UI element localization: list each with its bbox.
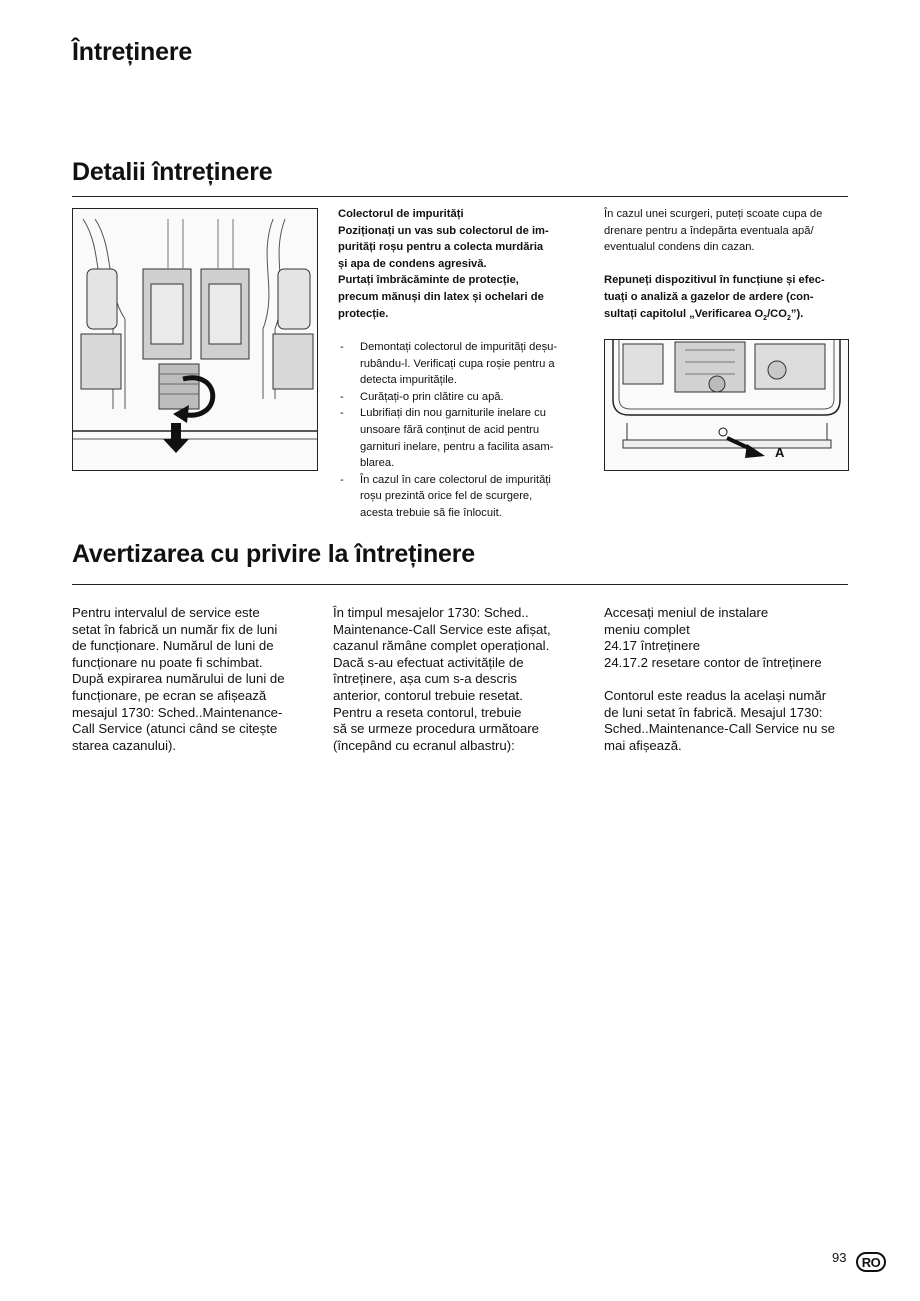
warning-col-1 [72, 605, 322, 754]
warning-line: purități roșu pentru a colecta murdăria [338, 241, 544, 254]
text-line: funcționare nu poate fi schimbat. [72, 654, 263, 670]
step-item: - Demontați colectorul de impurități deșu- rubându-l. Verificați cupa roșie pentru a detecta impuritățile. [338, 339, 588, 389]
section-divider [72, 584, 848, 585]
section-title-maintenance-details: Detalii întreținere [72, 158, 273, 186]
leak-text-line: drenare pentru a îndepărta eventuala apă/ [604, 224, 814, 237]
text-line: cazanul rămâne complet operațional. [333, 638, 550, 654]
text-line: meniu complet [604, 621, 690, 637]
text-line: Pentru a reseta contorul, trebuie [333, 704, 522, 720]
text-line: (începând cu ecranul albastru): [333, 737, 515, 753]
warning-line: protecție. [338, 307, 389, 320]
restart-text-line: tuați o analiză a gazelor de ardere (con- [604, 290, 814, 303]
text-line: Accesați meniul de instalare [604, 605, 769, 620]
text-line: starea cazanului). [72, 737, 177, 753]
text-line: Sched..Maintenance-Call Service nu se [604, 721, 835, 737]
leak-text-line: În cazul unei scurgeri, puteți scoate cupa de [604, 208, 823, 220]
text-line: să se urmeze procedura următoare [333, 721, 539, 737]
page-title: Întreținere [72, 38, 193, 66]
text-line: anterior, contorul trebuie resetat. [333, 687, 523, 703]
text-line: mesajul 1730: Sched..Maintenance- [72, 704, 283, 720]
page-number: 93 [832, 1250, 847, 1265]
warning-col-2 [333, 605, 593, 754]
figure-impurity-collector [72, 208, 318, 471]
text-line: Dacă s-au efectuat activitățile de [333, 654, 524, 670]
text-line: mai afișează. [604, 737, 682, 753]
leak-text-line: eventualul condens din cazan. [604, 241, 755, 254]
collector-heading: Colectorul de impurități [338, 208, 464, 220]
text-line: setat în fabrică un număr fix de luni [72, 621, 278, 637]
figure-drain-cup [604, 339, 849, 471]
text-line: funcționare, pe ecran se afișează [72, 687, 267, 703]
drain-cup-illustration [605, 340, 848, 470]
impurity-collector-illustration [73, 209, 317, 470]
warning-line: Purtați îmbrăcăminte de protecție, [338, 274, 519, 287]
warning-line: Poziționați un vas sub colectorul de im- [338, 224, 549, 237]
warning-col-3 [604, 605, 864, 754]
text-line: de luni setat în fabrică. Mesajul 1730: [604, 704, 823, 720]
restart-text-line-last: sultați capitolul „Verificarea $O_2/CO_2$”). [604, 307, 804, 322]
text-line: de funcționare. Numărul de luni de [72, 638, 274, 654]
language-badge: RO [856, 1252, 886, 1272]
text-line: 24.17.2 resetare contor de întreținere [604, 654, 822, 670]
figure-label-a: A [775, 445, 785, 460]
text-line: Call Service (atunci când se citește [72, 721, 278, 737]
maintenance-steps-list [338, 339, 588, 522]
restart-text-line: Repuneți dispozitivul în funcțiune și efec- [604, 274, 825, 287]
text-line: În timpul mesajelor 1730: Sched.. [333, 605, 529, 620]
text-line: Contorul este readus la același număr [604, 687, 827, 703]
step-item: - În cazul în care colectorul de impurități roșu prezintă orice fel de scurgere, acesta trebuie să fie înlocuit. [338, 472, 588, 522]
warning-line: și apa de condens agresivă. [338, 257, 487, 270]
warning-line: precum mănuși din latex și ochelari de [338, 290, 544, 303]
section-title-maintenance-warning: Avertizarea cu privire la întreținere [72, 540, 475, 568]
text-line: 24.17 întreținere [604, 638, 701, 654]
text-line: Pentru intervalul de service este [72, 605, 260, 620]
step-item: - Lubrifiați din nou garniturile inelare cu unsoare fără conținut de acid pentru garnituri inelare, pentru a facilita asam- blarea. [338, 405, 588, 471]
text-line: După expirarea numărului de luni de [72, 671, 285, 687]
text-line: întreținere, așa cum s-a descris [333, 671, 517, 687]
text-line: Maintenance-Call Service este afișat, [333, 621, 551, 637]
step-item: - Curățați-o prin clătire cu apă. [338, 389, 588, 406]
section-divider [72, 196, 848, 197]
